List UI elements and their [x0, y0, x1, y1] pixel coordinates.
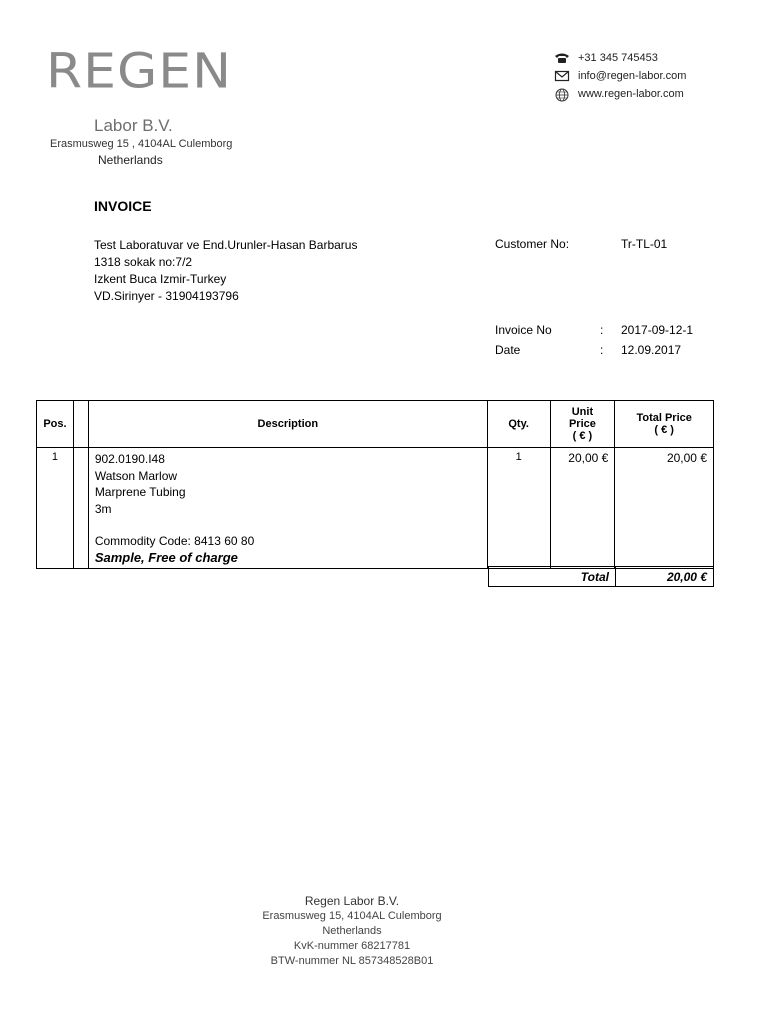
row-item-length: 3m — [94, 501, 112, 516]
contact-email[interactable]: info@regen-labor.com — [578, 70, 687, 82]
contact-website[interactable]: www.regen-labor.com — [578, 88, 684, 100]
customer-no-value: Tr-TL-01 — [621, 237, 668, 251]
customer-street: 1318 sokak no:7/2 — [94, 255, 193, 269]
invoice-no-label: Invoice No — [495, 323, 552, 337]
date-label: Date — [495, 343, 521, 357]
row-item-code: 902.0190.I48 — [94, 452, 165, 466]
row-spacer — [73, 448, 88, 569]
header-unit-price-line3: ( € ) — [572, 430, 593, 442]
row-commodity-code: Commodity Code: 8413 60 80 — [94, 534, 255, 548]
total-label: Total — [489, 567, 616, 587]
footer-country: Netherlands — [322, 925, 382, 937]
date-value: 12.09.2017 — [621, 343, 682, 357]
document-title: INVOICE — [94, 198, 152, 214]
contact-phone-row — [554, 52, 658, 64]
header-unit-price — [550, 401, 615, 448]
header-total-price — [615, 401, 714, 448]
header-description: Description — [88, 401, 487, 448]
header-spacer — [73, 401, 88, 448]
contact-email-row — [554, 70, 686, 82]
customer-no-label: Customer No: — [495, 237, 570, 251]
company-logo-subtitle: Labor B.V. — [94, 116, 173, 135]
row-pos: 1 — [37, 448, 74, 569]
header-qty: Qty. — [487, 401, 550, 448]
row-description — [88, 448, 487, 569]
row-qty: 1 — [487, 448, 550, 569]
footer-address: Erasmusweg 15, 4104AL Culemborg — [262, 910, 442, 922]
invoice-items-table — [36, 400, 714, 569]
row-unit-price: 20,00 € — [550, 448, 615, 569]
header-pos: Pos. — [37, 401, 74, 448]
row-total-price: 20,00 € — [615, 448, 714, 569]
invoice-no-separator: : — [600, 323, 604, 337]
total-row — [489, 567, 714, 587]
total-value: 20,00 € — [616, 567, 714, 587]
customer-city: Izkent Buca Izmir-Turkey — [94, 272, 227, 286]
customer-name: Test Laboratuvar ve End.Urunler-Hasan Barbarus — [94, 238, 358, 252]
header-total-price-line2: ( € ) — [654, 424, 674, 436]
header-unit-price-line1: Unit — [571, 406, 594, 418]
globe-icon — [554, 88, 570, 100]
contact-web-row — [554, 88, 684, 100]
header-unit-price-line2: Price — [568, 418, 596, 430]
envelope-icon — [554, 70, 570, 82]
customer-tax-id: VD.Sirinyer - 31904193796 — [94, 289, 239, 303]
date-separator: : — [600, 343, 604, 357]
phone-icon — [554, 52, 570, 64]
table-header-row — [37, 401, 714, 448]
header-total-price-line1: Total Price — [636, 412, 692, 424]
footer-company: Regen Labor B.V. — [304, 894, 400, 908]
row-item-brand: Watson Marlow — [94, 468, 178, 483]
table-row — [37, 448, 714, 569]
company-logo: REGEN — [46, 44, 233, 100]
row-note: Sample, Free of charge — [94, 549, 238, 565]
footer-kvk: KvK-nummer 68217781 — [293, 940, 411, 952]
invoice-no-value: 2017-09-12-1 — [621, 323, 694, 337]
footer-btw: BTW-nummer NL 857348528B01 — [270, 955, 434, 967]
contact-phone: +31 345 745453 — [578, 52, 658, 64]
row-item-name: Marprene Tubing — [94, 485, 186, 499]
company-address-street: Erasmusweg 15 , 4104AL Culemborg — [50, 138, 233, 150]
invoice-total-table — [488, 566, 714, 587]
company-address-country: Netherlands — [98, 153, 163, 167]
